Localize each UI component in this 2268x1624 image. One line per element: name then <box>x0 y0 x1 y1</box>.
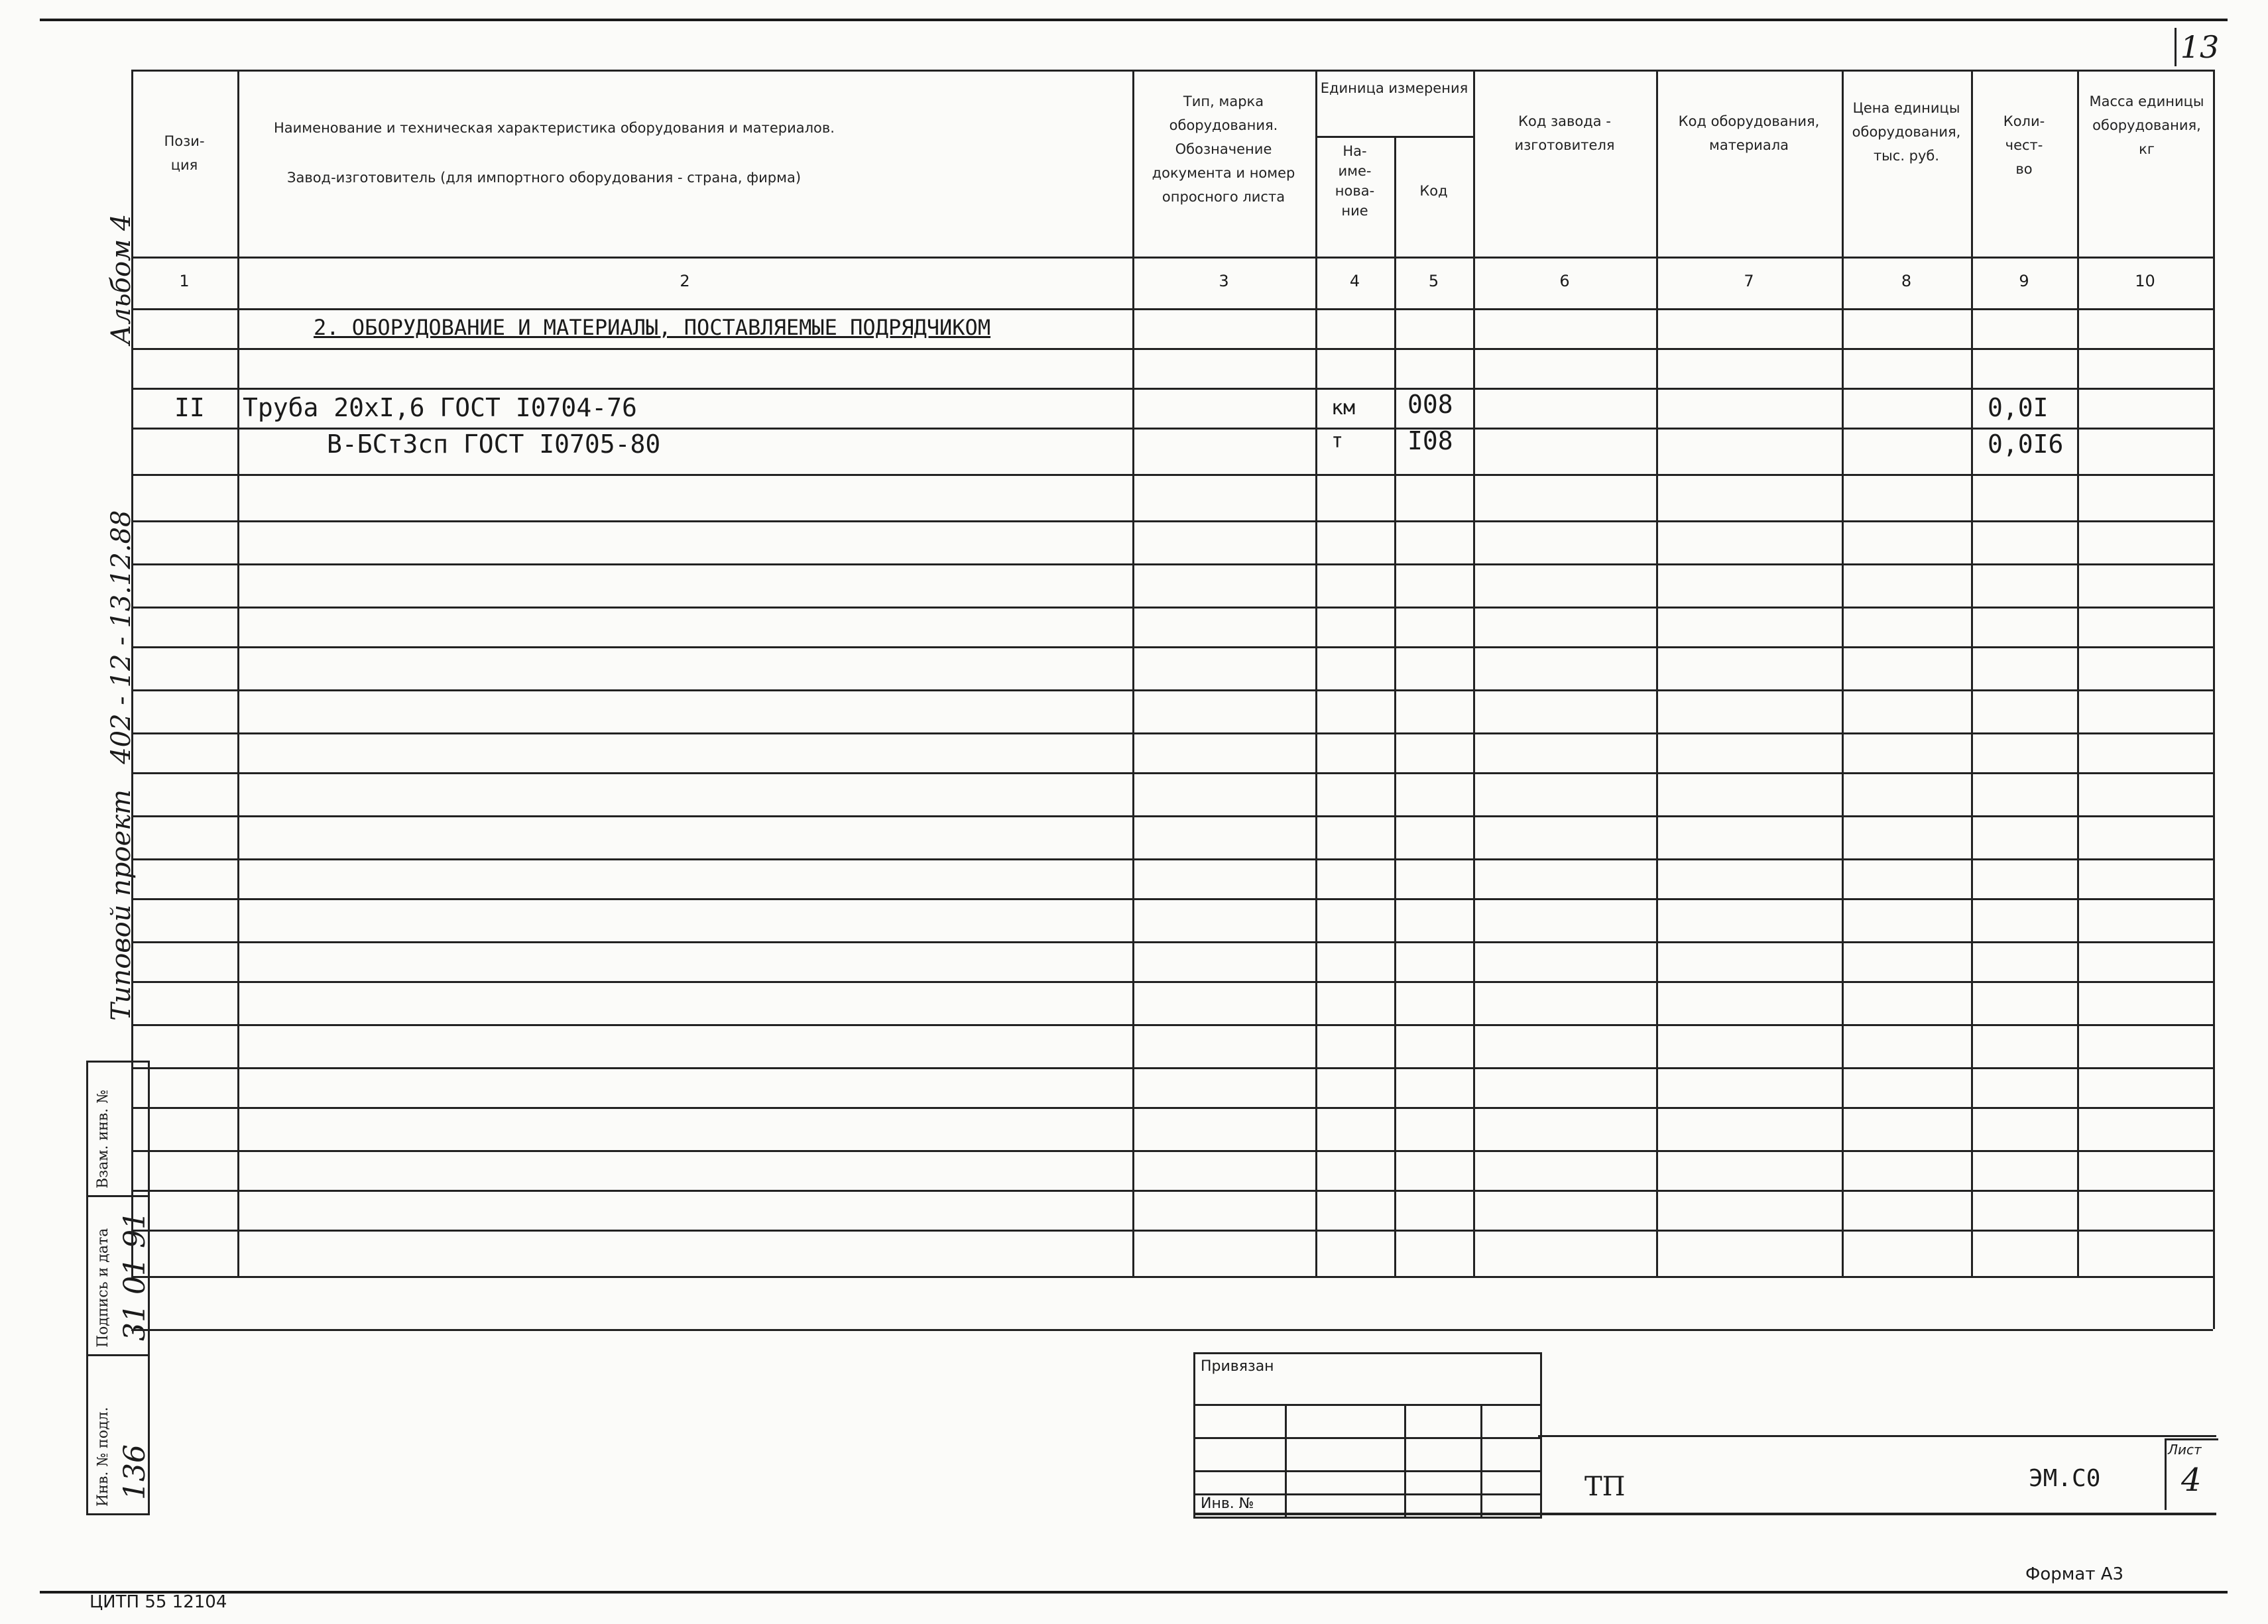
stamp-line <box>1195 1404 1540 1406</box>
table-line <box>131 981 2213 983</box>
header-type: Тип, марка оборудования. Обозначение документа и номер опросного листа <box>1152 93 1295 205</box>
header-factory-code: Код завода - изготовителя <box>1514 113 1615 153</box>
list-number: 4 <box>2181 1462 2202 1499</box>
stamp-col-line <box>1404 1404 1406 1517</box>
table-line <box>131 308 2213 310</box>
col-line <box>1971 70 1973 1276</box>
table-line <box>131 732 2213 734</box>
title-block-line <box>1538 1435 2216 1437</box>
col-number: 8 <box>1901 272 1912 290</box>
inv-number-label: Инв. № подл. <box>95 1407 111 1507</box>
table-line <box>131 772 2213 774</box>
table-line <box>131 388 2213 390</box>
header-unit-code: Код <box>1419 183 1448 199</box>
table-line <box>131 1107 2213 1109</box>
table-line <box>131 1329 2213 1331</box>
table-line <box>131 70 2213 72</box>
row-quantity: 0,0I <box>1988 393 2049 422</box>
col-line <box>2077 70 2079 1276</box>
table-line <box>131 257 2213 259</box>
row-code: I08 <box>1407 426 1453 455</box>
table-line <box>131 815 2213 817</box>
doc-type: ТП <box>1584 1472 1626 1502</box>
header-equipment-code: Код оборудования, материала <box>1678 113 1820 153</box>
col-number: 9 <box>2019 272 2029 290</box>
table-line <box>131 1276 2213 1278</box>
row-position: II <box>174 393 205 422</box>
format-label: Формат А3 <box>2025 1564 2124 1584</box>
table-line <box>131 1230 2213 1232</box>
project-prefix: Типовой проект <box>106 789 137 1021</box>
header-name: Наименование и техническая характеристика оборудования и материалов. <box>274 120 835 136</box>
org-code: ЦИТП 55 12104 <box>90 1592 227 1612</box>
table-line <box>131 1024 2213 1026</box>
table-line <box>131 563 2213 565</box>
col-number: 10 <box>2135 272 2155 290</box>
header-unit-name: На- име- нова- ние <box>1335 143 1375 219</box>
header-unit-group: Единица измерения <box>1320 80 1468 96</box>
col-line <box>1132 70 1134 1276</box>
sheet-number: 13 <box>2175 28 2223 66</box>
signature-date-value: 31 01 91 <box>118 1211 152 1341</box>
bottom-border <box>40 1591 2228 1594</box>
attachment-stamp <box>1193 1352 1542 1519</box>
signature-date-label: Подпись и дата <box>95 1228 111 1348</box>
section-title: 2. ОБОРУДОВАНИЕ И МАТЕРИАЛЫ, ПОСТАВЛЯЕМЫЕ ПОДРЯДЧИКОМ <box>314 315 991 340</box>
row-name: В-БСт3сп ГОСТ I0705-80 <box>327 430 661 459</box>
stamp-attached-label: Привязан <box>1201 1358 1274 1375</box>
table-line <box>131 474 2213 476</box>
table-line <box>131 1150 2213 1152</box>
top-border <box>40 19 2228 21</box>
table-line <box>131 348 2213 350</box>
stamp-inv-label: Инв. № <box>1201 1495 1254 1512</box>
row-quantity: 0,0I6 <box>1988 430 2064 459</box>
stamp-line <box>1195 1437 1540 1439</box>
table-line <box>131 646 2213 648</box>
col-number: 6 <box>1559 272 1570 290</box>
col-number: 4 <box>1349 272 1360 290</box>
table-line <box>131 1190 2213 1192</box>
stamp-col-line <box>1480 1404 1482 1517</box>
inv-number-value: 136 <box>118 1444 152 1500</box>
row-unit: т <box>1331 430 1344 453</box>
col-line <box>237 70 239 1276</box>
specification-table <box>131 70 2213 1329</box>
header-manufacturer: Завод-изготовитель (для импортного оборудования - страна, фирма) <box>287 170 802 186</box>
header-position: Пози- ция <box>164 133 205 173</box>
col-line <box>1656 70 1658 1276</box>
col-line <box>131 70 133 1276</box>
col-line <box>1473 70 1475 1276</box>
col-number: 3 <box>1219 272 1229 290</box>
table-line <box>131 898 2213 900</box>
unit-group-line <box>1315 136 1473 138</box>
table-line <box>131 941 2213 943</box>
side-stamp-divider <box>88 1354 148 1356</box>
table-line <box>131 689 2213 691</box>
table-line <box>131 858 2213 860</box>
header-mass: Масса единицы оборудования, кг <box>2089 93 2204 157</box>
col-line <box>1315 70 1317 1276</box>
title-block-bottom <box>1193 1513 2216 1515</box>
header-quantity: Коли- чест- во <box>2003 113 2045 177</box>
stamp-line <box>1195 1470 1540 1472</box>
project-code: 402 - 12 - 13.12.88 <box>106 510 137 764</box>
table-line <box>131 607 2213 609</box>
col-line <box>2213 70 2215 1329</box>
col-number: 5 <box>1428 272 1439 290</box>
col-line <box>1394 136 1396 1276</box>
replace-inv-label: Взам. инв. № <box>95 1090 111 1189</box>
header-price: Цена единицы оборудования, тыс. руб. <box>1852 100 1961 164</box>
stamp-col-line <box>1285 1404 1287 1517</box>
album-label: Альбом 4 <box>106 213 137 345</box>
table-line <box>131 1067 2213 1069</box>
list-label: Лист <box>2168 1442 2202 1458</box>
col-number: 7 <box>1744 272 1754 290</box>
col-line <box>1842 70 1844 1276</box>
row-code: 008 <box>1407 390 1453 419</box>
table-line <box>131 520 2213 522</box>
row-name: Труба 20хI,6 ГОСТ I0704-76 <box>243 393 637 422</box>
col-number: 1 <box>179 272 190 290</box>
col-number: 2 <box>680 272 690 290</box>
doc-code: ЭМ.С0 <box>2029 1465 2101 1492</box>
row-unit: км <box>1331 396 1356 420</box>
